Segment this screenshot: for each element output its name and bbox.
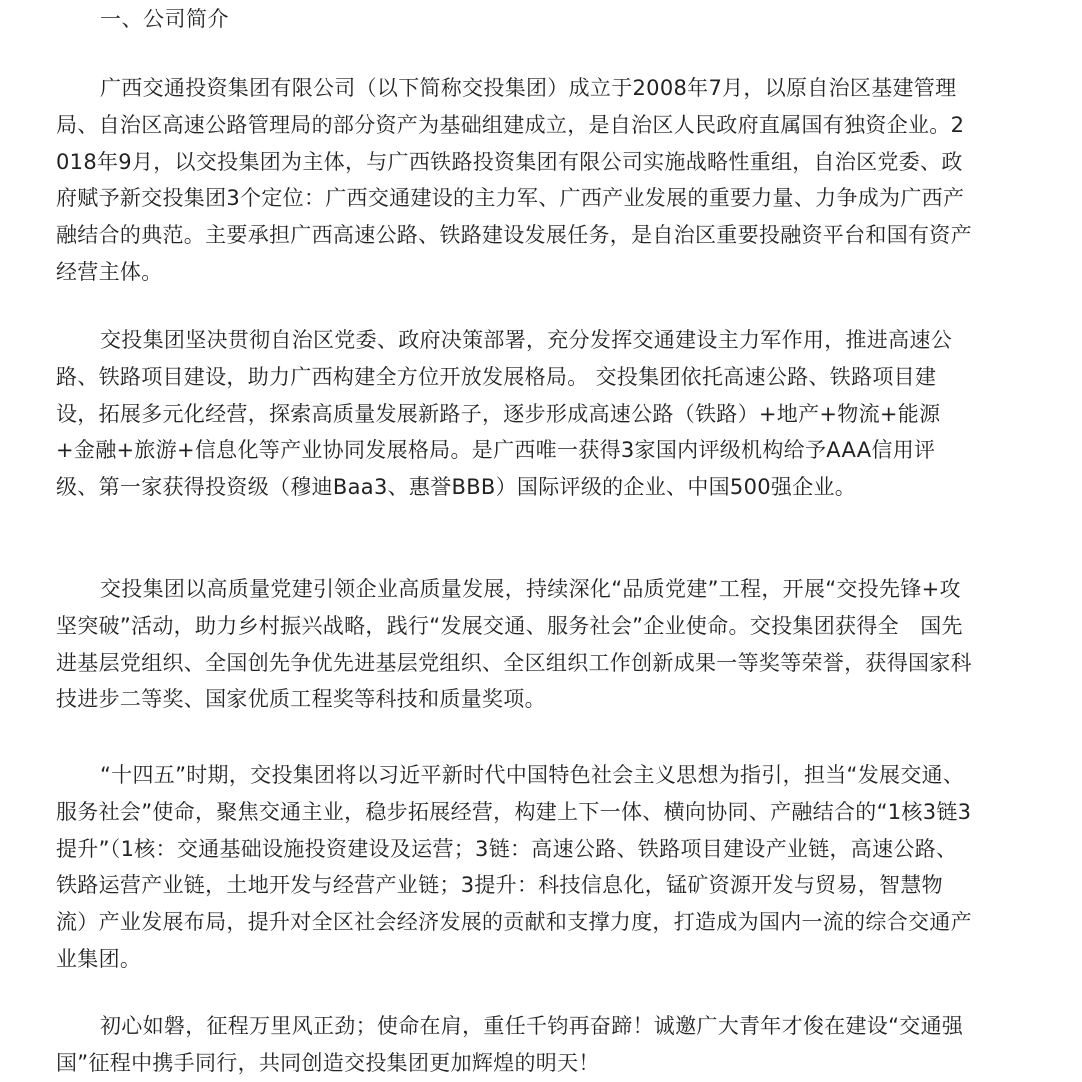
paragraph-14th-five-year-plan: “十四五”时期，交投集团将以习近平新时代中国特色社会主义思想为指引，担当“发展交通、服务社会”使命，聚焦交通主业，稳步拓展经营，构建上下一体、横向协同、产融结合的“1核3链3提升”（1核：交通基础设施投资建设及运营；3链：高速公路、铁路项目建设产业链，高速公路、铁路运营产业链，土地开发与经营产业链；3提升：科技信息化，锰矿资源开发与贸易，智慧物流）产业发展布局，提升对全区社会经济发展的贡献和支撑力度，打造成为国内一流的综合交通产业集团。 bbox=[56, 763, 972, 971]
paragraph-recruitment-invitation: 初心如磐，征程万里风正劲；使命在肩，重任千钧再奋蹄！诚邀广大青年才俊在建设“交通强国”征程中携手同行，共同创造交投集团更加辉煌的明天！ bbox=[56, 1014, 964, 1075]
paragraph-party-building: 交投集团以高质量党建引领企业高质量发展，持续深化“品质党建”工程，开展“交投先锋+攻坚突破”活动，助力乡村振兴战略，践行“发展交通、服务社会”企业使命。交投集团获得全 国先进基层党组织、全国创先争优先进基层党组织、全区组织工作创新成果一等奖等荣誉，获得国家科技进步二等奖、国家优质工程奖等科技和质量奖项。 bbox=[56, 577, 972, 712]
paragraph-company-overview: 广西交通投资集团有限公司（以下简称交投集团）成立于2008年7月，以原自治区基建管理局、自治区高速公路管理局的部分资产为基础组建成立，是自治区人民政府直属国有独资企业。2018年9月，以交投集团为主体，与广西铁路投资集团有限公司实施战略性重组，自治区党委、政府赋予新交投集团3个定位：广西交通建设的主力军、广西产业发展的重要力量、力争成为广西产融结合的典范。主要承担广西高速公路、铁路建设发展任务，是自治区重要投融资平台和国有资产经营主体。 bbox=[56, 76, 972, 284]
paragraph-business-layout: 交投集团坚决贯彻自治区党委、政府决策部署，充分发挥交通建设主力军作用，推进高速公路、铁路项目建设，助力广西构建全方位开放发展格局。 交投集团依托高速公路、铁路项目建设，拓展多元化经营，探索高质量发展新路子，逐步形成高速公路（铁路）+地产+物流+能源+金融+旅游+信息化等产业协同发展格局。是广西唯一获得3家国内评级机构给予AAA信用评级、第一家获得投资级（穆迪Baa3、惠誉BBB）国际评级的企业、中国500强企业。 bbox=[56, 328, 952, 500]
section-heading: 一、公司简介 bbox=[100, 7, 229, 31]
